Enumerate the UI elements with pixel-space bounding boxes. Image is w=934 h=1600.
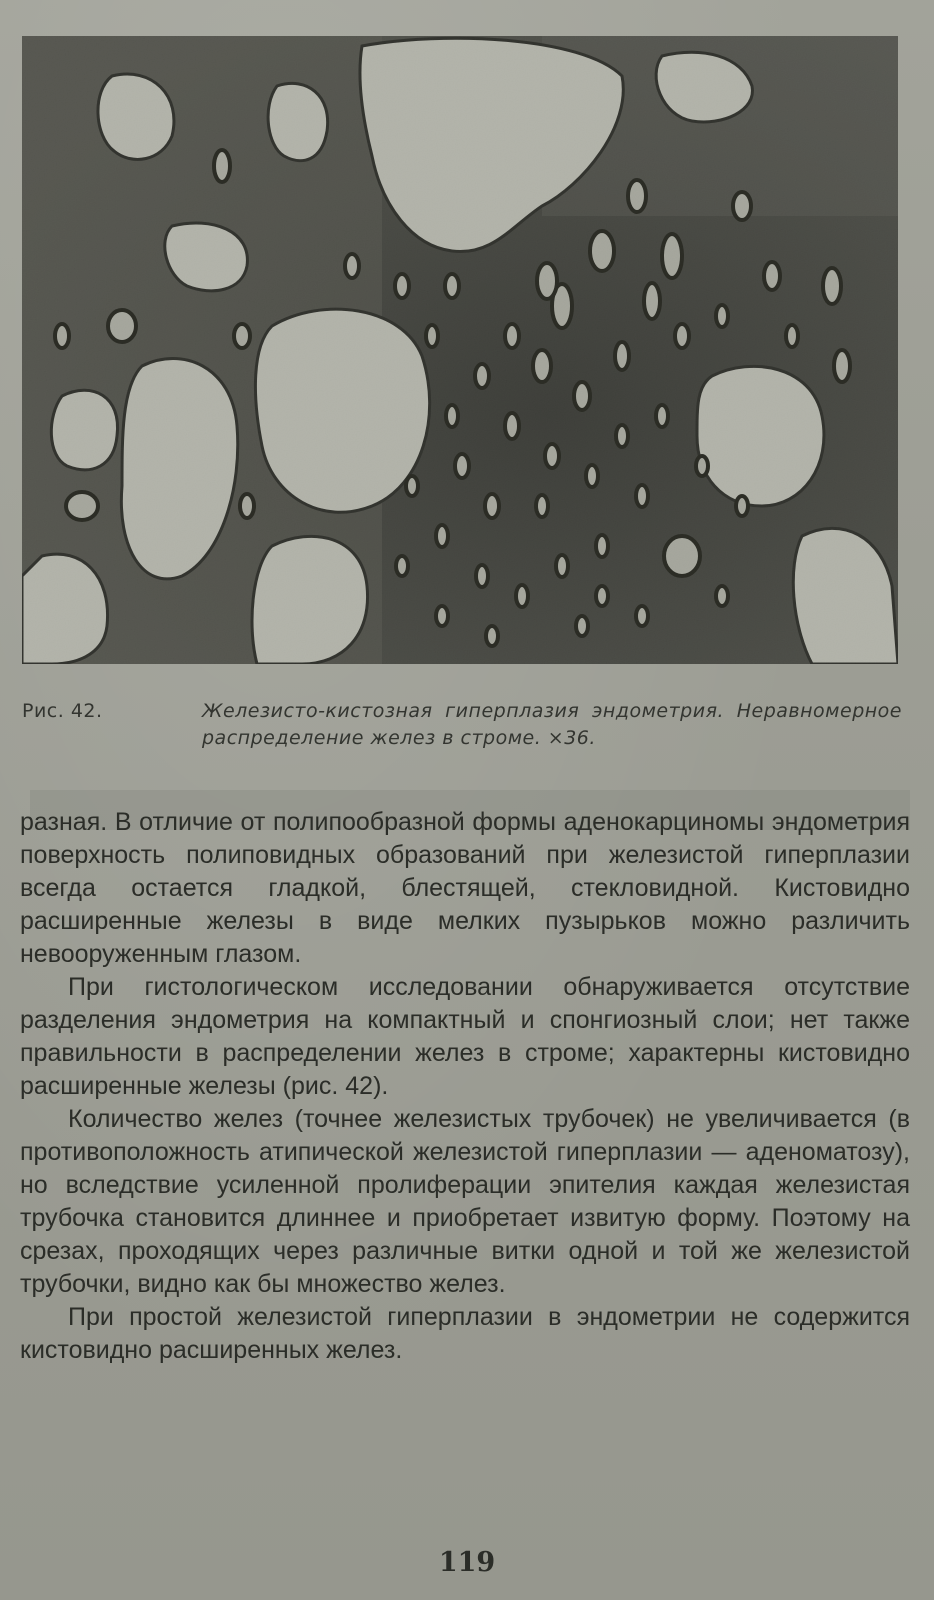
- paragraph-3: Количество желез (точнее железистых трубочек) не увеличивается (в противоположность атипической железистой гиперплазии — аденоматозу), но вследствие усиленной пролиферации эпителия каждая железистая трубочка становится длиннее и приобретает извитую форму. Поэтому на срезах, проходящих через различные витки одной и той же железистой трубочки, видно как бы множество желез.: [20, 1105, 910, 1298]
- paragraph-1: разная. В отличие от полипообразной формы аденокарциномы эндометрия поверхность полиповидных образований при железистой гиперплазии всегда остается гладкой, блестящей, стекловидной. Кистовидно расширенные железы в виде мелких пузырьков можно различить невооруженным глазом.: [20, 808, 910, 968]
- paragraph-4: При простой железистой гиперплазии в эндометрии не содержится кистовидно расширенных желез.: [20, 1303, 910, 1364]
- paragraph-2: При гистологическом исследовании обнаруживается отсутствие разделения эндометрия на компактный и спонгиозный слои; нет также правильности в распределении желез в строме; характерны кистовидно расширенные железы (рис. 42).: [20, 973, 910, 1100]
- figure-label: Рис. 42.: [22, 700, 103, 722]
- figure-caption-text: Железисто-кистозная гиперплазия эндометрия. Неравномерное распределение желез в строме. ×36.: [202, 700, 902, 749]
- micrograph-image: [22, 36, 898, 664]
- micrograph-figure: [22, 36, 898, 664]
- page-number: 119: [438, 1547, 496, 1578]
- body-text: [20, 806, 910, 1367]
